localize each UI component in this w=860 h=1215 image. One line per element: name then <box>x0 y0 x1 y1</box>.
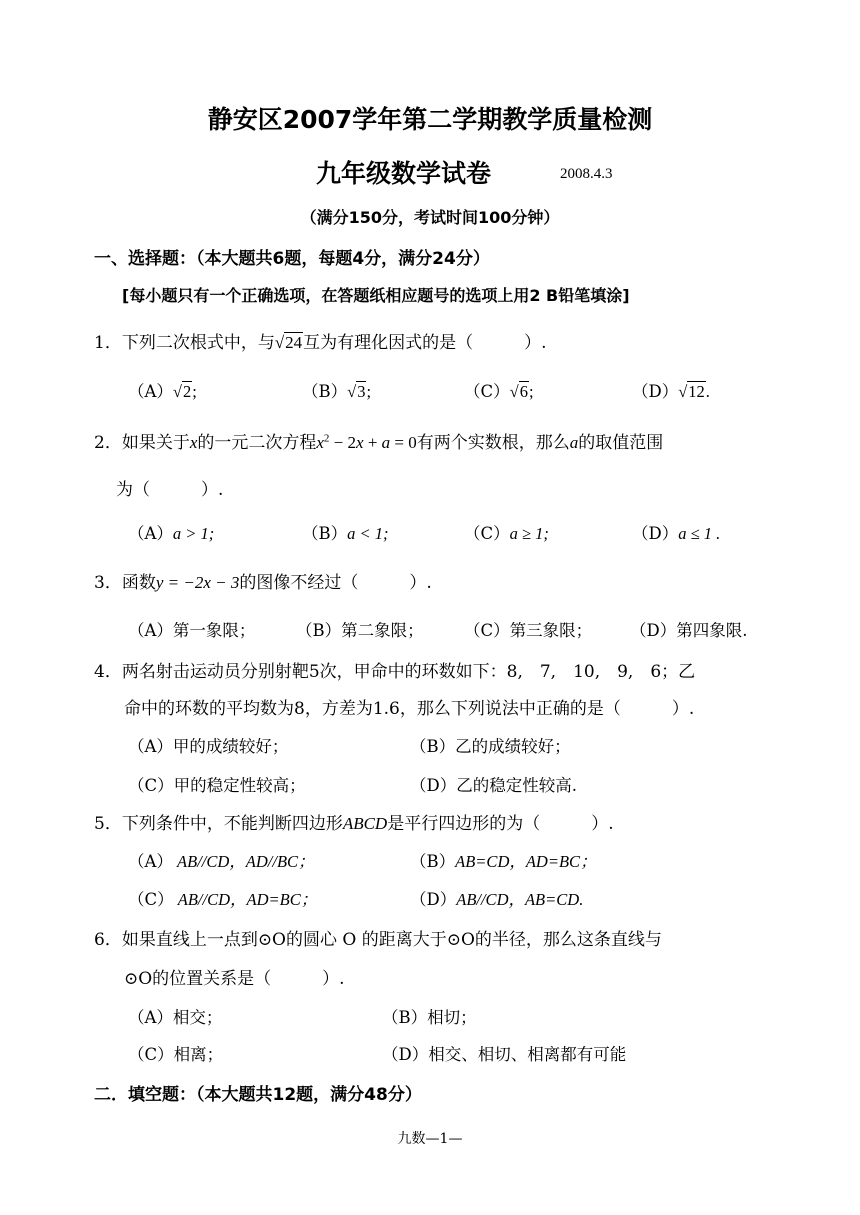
section1-instruction: [每小题只有一个正确选项，在答题纸相应题号的选项上用2 B铅笔填涂] <box>122 286 630 305</box>
q2-line2: 为（ ）. <box>116 480 224 500</box>
question-4-line2: 命中的环数的平均数为8，方差为1.6，那么下列说法中正确的是（ ）. <box>124 699 695 719</box>
q2-option-d: （D）a ≤ 1 . <box>632 524 721 543</box>
q5-option-c: （C） AB//CD，AD=BC； <box>128 890 318 909</box>
q3-option-a: （A）第一象限； <box>128 621 256 640</box>
q4-option-d: （D）乙的稳定性较高. <box>410 776 577 795</box>
q3-option-b: （B）第二象限； <box>296 621 424 640</box>
question-5: 5．下列条件中，不能判断四边形ABCD是平行四边形的为（ ）. <box>94 814 614 834</box>
q4-option-b: （B）乙的成绩较好； <box>410 737 571 756</box>
section1-heading: 一、选择题：（本大题共6题，每题4分，满分24分） <box>94 249 490 269</box>
question-1 <box>94 328 547 353</box>
q6-option-d: （D）相交、相切、相离都有可能 <box>382 1045 627 1064</box>
section2-heading: 二．填空题：（本大题共12题，满分48分） <box>94 1085 422 1105</box>
q2-option-b: （B）a < 1; <box>302 524 389 543</box>
q1-option-a: （A）√2; <box>128 382 197 401</box>
q2-option-a: （A）a > 1; <box>128 524 215 543</box>
question-3: 3．函数y = −2x − 3的图像不经过（ ）. <box>94 573 432 593</box>
question-6-line1: 6．如果直线上一点到⊙O的圆心 O 的距离大于⊙O的半径，那么这条直线与 <box>94 930 662 950</box>
q6-option-a: （A）相交； <box>128 1008 223 1027</box>
q5-option-a: （A） AB//CD，AD//BC； <box>128 852 315 871</box>
q5-option-b: （B）AB=CD，AD=BC； <box>410 852 597 871</box>
q3-option-d: （D）第四象限. <box>630 621 748 640</box>
score-time-note: （满分150分，考试时间100分钟） <box>300 208 560 227</box>
exam-title: 静安区2007学年第二学期教学质量检测 <box>207 105 653 134</box>
q3-option-c: （C）第三象限； <box>464 621 593 640</box>
q6-option-c: （C）相离； <box>128 1045 224 1064</box>
q1-option-c: （C）√6; <box>464 382 534 401</box>
q4-option-a: （A）甲的成绩较好； <box>128 737 289 756</box>
page-number: 九数—1— <box>397 1131 463 1147</box>
q1-post: 互为有理化因式的是（ ）. <box>303 333 547 353</box>
paper-title: 九年级数学试卷 <box>316 159 492 188</box>
q1-radical: √24 <box>274 333 303 352</box>
q5-option-d: （D）AB//CD，AB=CD. <box>410 890 584 909</box>
question-4-line1: 4．两名射击运动员分别射靶5次，甲命中的环数如下：8, 7, 10, 9, 6；乙 <box>94 662 696 682</box>
question-2: 2．如果关于x的一元二次方程$x^2 - 2x + a = 0$有两个实数根，那么a的取值范围 <box>94 432 664 453</box>
q4-option-c: （C）甲的稳定性较高； <box>128 776 306 795</box>
q1-option-b: （B）√3; <box>302 382 372 401</box>
q6-option-b: （B）相切； <box>382 1008 477 1027</box>
q1-option-d: （D）√12. <box>632 382 710 401</box>
question-6-line2: ⊙O的位置关系是（ ）. <box>124 969 345 989</box>
exam-date: 2008.4.3 <box>560 166 613 182</box>
q2-option-c: （C）a ≥ 1; <box>464 524 549 543</box>
q1-pre: 1．下列二次根式中，与 <box>94 333 275 353</box>
